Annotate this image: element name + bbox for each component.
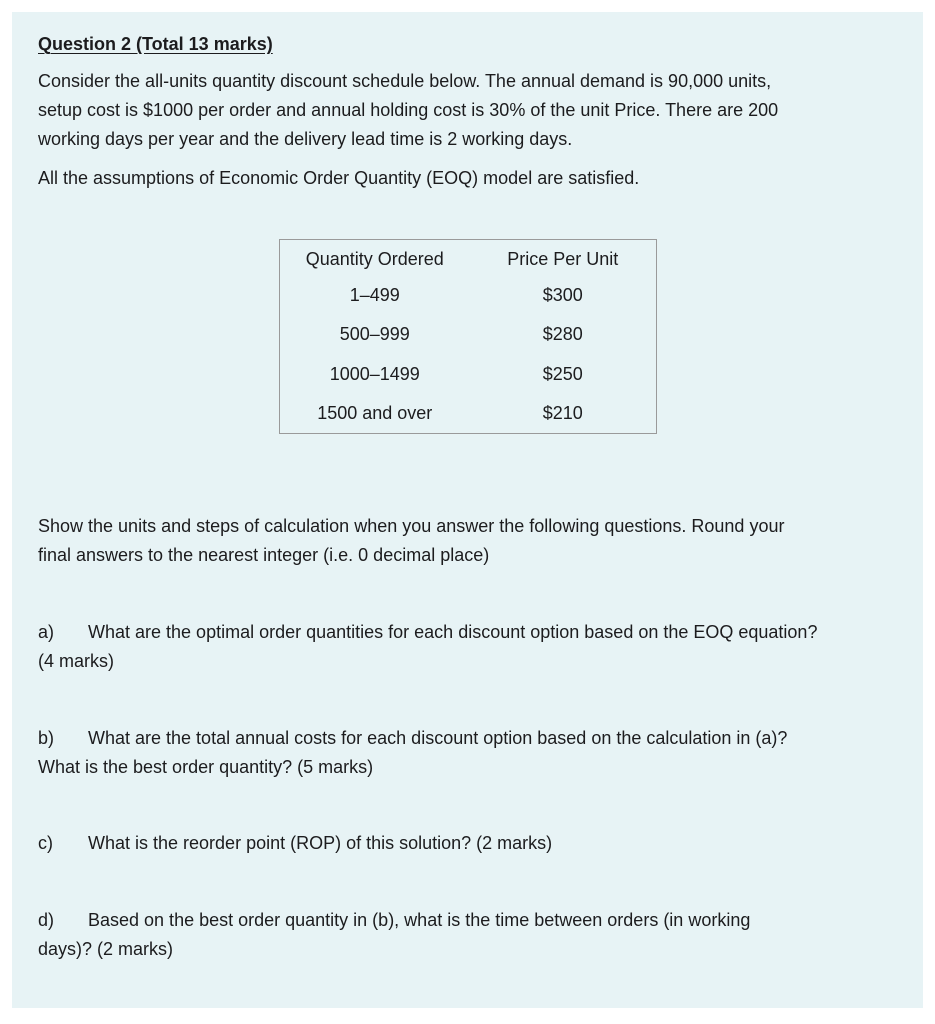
- column-header-price: Price Per Unit: [507, 248, 619, 269]
- intro-line-3: working days per year and the delivery lead time is 2 working days.: [38, 129, 573, 149]
- question-panel: [12, 12, 923, 1008]
- table-row: [280, 315, 657, 354]
- quantity-cell: 1–499: [349, 285, 400, 306]
- part-c-letter: c): [38, 833, 53, 853]
- part-a-question: What are the optimal order quantities for each discount option based on the EOQ equation?: [88, 622, 818, 642]
- part-c-line-1: [38, 832, 552, 854]
- part-a-letter: a): [38, 622, 55, 642]
- part-a-line-1: [38, 621, 817, 643]
- table-header-row: [280, 240, 657, 277]
- part-b-letter: b): [38, 728, 55, 748]
- table-row: [280, 276, 657, 315]
- instructions-line-1: Show the units and steps of calculation when you answer the following questions. Round your: [38, 516, 785, 536]
- part-d-question: Based on the best order quantity in (b), what is the time between orders (in working: [88, 910, 751, 930]
- part-d-line-2: days)? (2 marks): [38, 939, 174, 959]
- quantity-cell: 1000–1499: [329, 363, 420, 384]
- price-cell: $300: [542, 285, 583, 306]
- price-cell: $210: [542, 402, 583, 423]
- intro-line-1: Consider the all-units quantity discount schedule below. The annual demand is 90,000 units,: [38, 71, 772, 91]
- part-c-question: What is the reorder point (ROP) of this solution? (2 marks): [88, 833, 553, 853]
- part-b-question: What are the total annual costs for each discount option based on the calculation in (a)?: [88, 728, 788, 748]
- question-title: Question 2 (Total 13 marks): [38, 34, 273, 54]
- price-cell: $250: [542, 363, 583, 384]
- quantity-cell: 1500 and over: [317, 402, 433, 423]
- intro-line-2: setup cost is $1000 per order and annual holding cost is 30% of the unit Price. There are 200: [38, 100, 779, 120]
- part-d-letter: d): [38, 910, 55, 930]
- price-cell: $280: [542, 324, 583, 345]
- part-d-line-1: [38, 909, 750, 931]
- instructions-line-2: final answers to the nearest integer (i.e. 0 decimal place): [38, 545, 490, 565]
- part-a-marks: (4 marks): [38, 651, 114, 671]
- quantity-cell: 500–999: [339, 324, 410, 345]
- table-row: [280, 354, 657, 393]
- part-b-line-1: [38, 727, 787, 749]
- column-header-quantity: Quantity Ordered: [305, 248, 444, 269]
- discount-schedule-table: [279, 239, 657, 434]
- part-b-line-2: What is the best order quantity? (5 marks): [38, 757, 374, 777]
- assumptions-text: All the assumptions of Economic Order Quantity (EOQ) model are satisfied.: [38, 168, 640, 188]
- table-row: [280, 394, 657, 434]
